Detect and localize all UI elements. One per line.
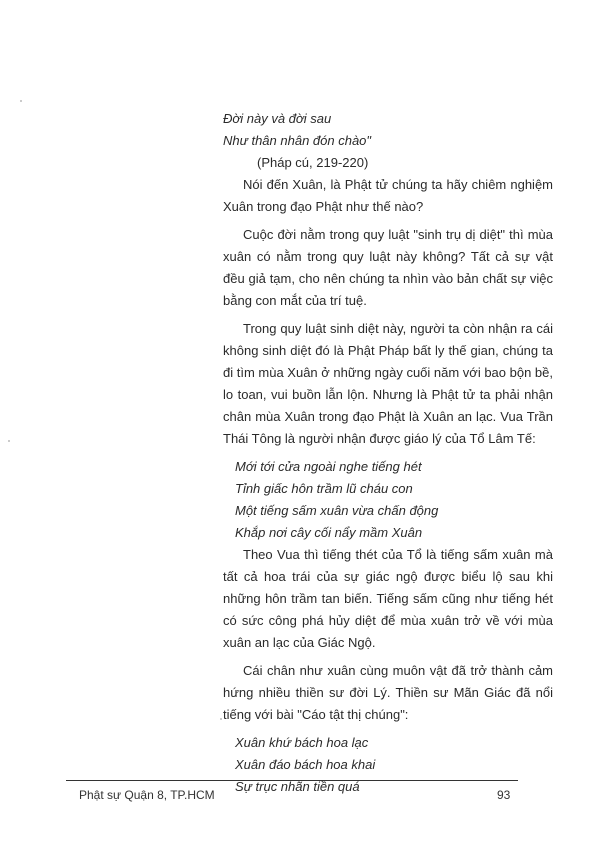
paragraph-text: Theo Vua thì tiếng thét của Tổ là tiếng sấm xuân mà tất cả hoa trái của sự giác ngộ được biểu lộ sau khi những hôn trầm tan biến. Tiếng sấm cũng như tiếng hét có sức công phá hủy diệt để mùa xuân trở về với mùa xuân an lạc của Giác Ngộ. bbox=[223, 547, 553, 650]
paragraph bbox=[223, 660, 553, 726]
paragraph bbox=[223, 318, 553, 450]
verse-line: Mới tới cửa ngoài nghe tiếng hét bbox=[235, 459, 422, 474]
verse-line: Một tiếng sấm xuân vừa chấn động bbox=[235, 503, 439, 518]
paragraph-text: Trong quy luật sinh diệt này, người ta còn nhận ra cái không sinh diệt đó là Phật Pháp bất ly thế gian, chúng ta đi tìm mùa Xuân ở những ngày cuối năm với bao bộn bề, lo toan, vui buồn lẫn lộn. Nhưng là Phật tử ta phải nhận chân mùa Xuân trong đạo Phật là Xuân an lạc. Vua Trần Thái Tông là người nhận được giáo lý của Tổ Lâm Tế: bbox=[223, 321, 554, 446]
citation: (Pháp cú, 219-220) bbox=[257, 155, 369, 170]
verse-line: Khắp nơi cây cối nẩy mầm Xuân bbox=[235, 525, 423, 540]
verse-block-1 bbox=[223, 456, 553, 544]
body-text bbox=[223, 108, 553, 798]
verse-line: Xuân đáo bách hoa khai bbox=[235, 757, 376, 772]
opening-verse-line-2: Như thân nhân đón chào" bbox=[223, 133, 372, 148]
scan-speck bbox=[20, 100, 22, 102]
paragraph bbox=[223, 174, 553, 218]
scan-speck bbox=[8, 440, 10, 442]
paragraph-text: Cái chân như xuân cùng muôn vật đã trở thành cảm hứng nhiều thiền sư đời Lý. Thiền sư Mãn Giác đã nổi tiếng với bài "Cáo tật thị chúng": bbox=[223, 663, 553, 722]
verse-line: Tỉnh giấc hôn trầm lũ cháu con bbox=[235, 481, 413, 496]
footer-divider bbox=[66, 780, 518, 781]
page-number: 93 bbox=[497, 788, 511, 802]
opening-verse-line-1: Đời này và đời sau bbox=[223, 111, 332, 126]
scan-speck bbox=[220, 718, 222, 720]
paragraph bbox=[223, 224, 553, 312]
paragraph bbox=[223, 544, 553, 654]
footer-source: Phật sự Quận 8, TP.HCM bbox=[79, 788, 215, 802]
paragraph-text: Cuộc đời nằm trong quy luật "sinh trụ dị diệt" thì mùa xuân có nằm trong quy luật này không? Tất cả sự vật đều giả tạm, cho nên chúng ta nhìn vào bản chất sự việc bằng con mắt của trí tuệ. bbox=[223, 227, 553, 308]
verse-line: Xuân khứ bách hoa lạc bbox=[235, 735, 369, 750]
verse-line: Sự trục nhãn tiền quá bbox=[235, 779, 360, 794]
paragraph-text: Nói đến Xuân, là Phật tử chúng ta hãy chiêm nghiệm Xuân trong đạo Phật như thế nào? bbox=[223, 177, 553, 214]
